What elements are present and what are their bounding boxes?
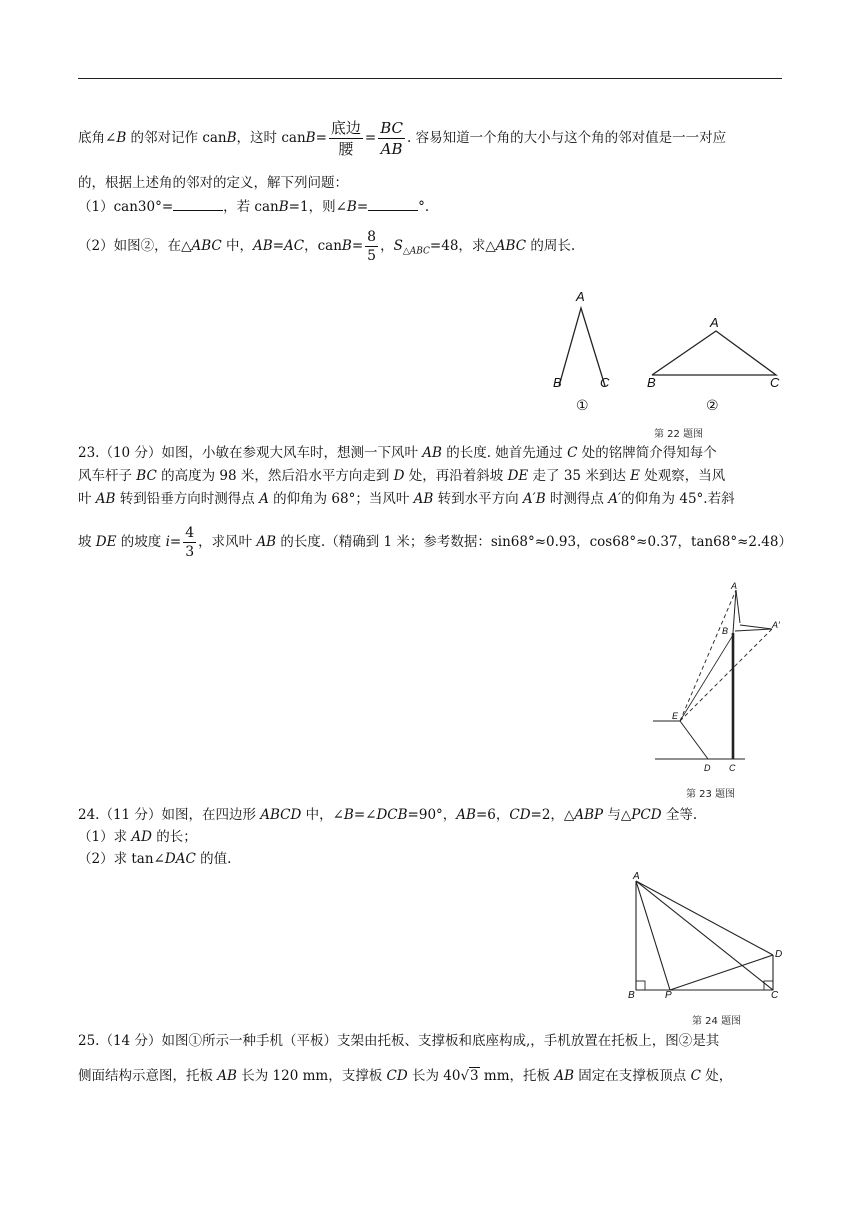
q22-part2: （2）如图②，在△ABC 中，AB=AC，canB= $\frac{8}{5}$ ，$S_{\triangle ABC}=48$，求△ABC 的周长.: [78, 229, 576, 264]
fig24-caption: 第 24 题图: [692, 1016, 742, 1027]
fraction-bc-over-ab: $\frac{BC}{AB}$: [380, 119, 403, 158]
q25-line2: 侧面结构示意图，托板 AB 长为 120 mm，支撑板 CD 长为 40√3 mm，托板 AB 固定在支撑板顶点 C 处，: [78, 1068, 733, 1084]
fig23-label-C: C: [729, 763, 736, 773]
q24-line1: 24.（11 分）如图，在四边形 ABCD 中，∠B=∠DCB=90°，AB=6，CD=2，△ABP 与△PCD 全等.: [78, 807, 698, 823]
fig22-1-label-C: C: [600, 375, 610, 390]
fig24-label-P: P: [665, 990, 672, 1001]
figure-23-windmill: [650, 585, 780, 765]
fraction-4-over-3: $\frac{4}{3}$: [185, 525, 195, 560]
fig23-caption: 第 23 题图: [686, 789, 736, 800]
header-rule: [78, 78, 782, 79]
fig22-marker-2: ②: [706, 398, 719, 414]
fig22-1-label-A: A: [576, 289, 585, 304]
fig22-2-label-A: A: [710, 315, 719, 330]
fig22-2-label-C: C: [770, 375, 780, 390]
fig23-label-A-prime: A′: [772, 620, 780, 630]
fig24-label-A: A: [633, 871, 640, 882]
fig22-marker-1: ①: [576, 398, 589, 414]
fig22-2-label-B: B: [647, 375, 656, 390]
answer-blank-1: [173, 198, 223, 211]
fraction-base-over-leg: $\frac{\text{底边}}{\text{腰}}$: [330, 119, 361, 158]
q23-line1: 23.（10 分）如图，小敏在参观大风车时，想测一下风叶 AB 的长度. 她首先通过 C 处的铭牌简介得知每个: [78, 445, 717, 461]
q24-part1: （1）求 AD 的长；: [78, 829, 197, 845]
fig23-label-A: A: [731, 581, 738, 591]
fig22-caption: 第 22 题图: [654, 429, 704, 440]
q23-line4: 坡 DE 的坡度 i= $\frac{4}{3}$ ，求风叶 AB 的长度.（精确到 1 米；参考数据：sin68°≈0.93，cos68°≈0.37，tan68°≈2.48）: [78, 525, 792, 560]
sqrt-symbol: √3: [460, 1068, 479, 1084]
answer-blank-2: [368, 198, 418, 211]
figure-22-triangle-2: [650, 328, 780, 388]
q22-line1: 底角∠B 的邻对记作 canB，这时 canB= $\frac{\text{底边}}{\text{腰}}$ = $\frac{BC}{AB}$ . 容易知道一个角的大小与这个角的邻对值是一一对应: [78, 119, 727, 158]
fig23-label-E: E: [672, 711, 679, 721]
q22-part1: （1）can30°= ，若 canB=1，则∠B= °.: [78, 199, 430, 215]
fig24-label-C: C: [771, 990, 779, 1001]
q25-line1: 25.（14 分）如图①所示一种手机（平板）支架由托板、支撑板和底座构成,，手机放置在托板上，图②是其: [78, 1033, 720, 1049]
fig23-label-D: D: [704, 763, 711, 773]
q23-line3: 叶 AB 转到铅垂方向时测得点 A 的仰角为 68°；当风叶 AB 转到水平方向 A′B 时测得点 A′的仰角为 45°.若斜: [78, 491, 735, 507]
fig24-label-D: D: [775, 949, 783, 960]
fraction-8-over-5: $\frac{8}{5}$: [367, 229, 377, 264]
figure-24-quadrilateral: [630, 875, 783, 995]
fig23-label-B: B: [722, 626, 729, 636]
q23-line2: 风车杆子 BC 的高度为 98 米，然后沿水平方向走到 D 处，再沿着斜坡 DE 走了 35 米到达 E 处观察，当风: [78, 468, 726, 484]
q24-part2: （2）求 tan∠DAC 的值.: [78, 851, 232, 867]
q22-line2: 的，根据上述角的邻对的定义，解下列问题：: [78, 175, 348, 191]
fig22-1-label-B: B: [553, 375, 562, 390]
fig24-label-B: B: [628, 990, 635, 1001]
